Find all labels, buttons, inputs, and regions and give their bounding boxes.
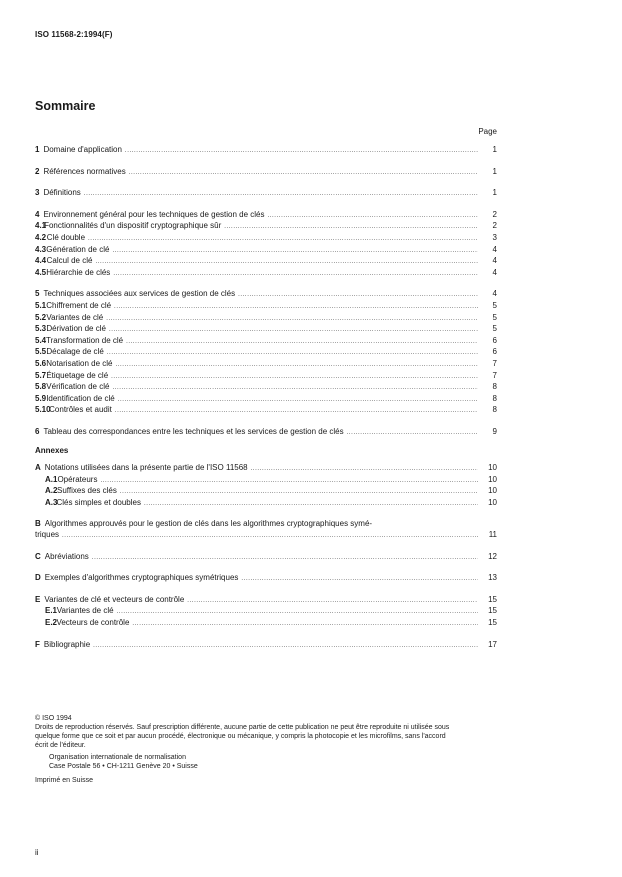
toc-page: 10 xyxy=(488,463,497,473)
toc-page: 7 xyxy=(492,358,497,368)
toc-label: Abréviations xyxy=(44,551,89,561)
dot-leader xyxy=(251,464,478,475)
toc-label: Tableau des correspondances entre les techniques et les services de gestion de clés xyxy=(43,426,344,436)
toc-entry-4-3[interactable] xyxy=(35,245,497,257)
toc-entry-4[interactable] xyxy=(35,210,497,222)
dot-leader xyxy=(120,487,478,498)
toc-page: 2 xyxy=(492,221,497,231)
toc-annex-a[interactable] xyxy=(35,463,497,475)
toc-entry-4-2[interactable] xyxy=(35,233,497,245)
toc-page: 15 xyxy=(488,594,497,604)
toc-entry-5-10[interactable] xyxy=(35,405,497,417)
dot-leader xyxy=(106,314,478,325)
toc-page: 1 xyxy=(492,166,497,176)
toc-entry-4-1[interactable] xyxy=(35,221,497,233)
toc-entry-5-1[interactable] xyxy=(35,301,497,313)
toc-entry-5-6[interactable] xyxy=(35,359,497,371)
toc-page: 1 xyxy=(492,145,497,154)
toc-label: Identification de clé xyxy=(46,393,115,403)
toc-number: 5.3 xyxy=(35,324,47,334)
dot-leader xyxy=(111,372,478,383)
dot-leader xyxy=(92,553,478,564)
toc-number: 4.3 xyxy=(35,244,47,254)
toc-annex-f[interactable] xyxy=(35,640,497,652)
toc-label: Décalage de clé xyxy=(46,347,104,357)
dot-leader xyxy=(114,302,478,313)
toc-page: 3 xyxy=(492,232,497,242)
toc-number: B xyxy=(35,519,41,529)
dot-leader xyxy=(116,360,479,371)
page-column-label: Page xyxy=(478,127,497,136)
copyright-notice xyxy=(35,714,455,785)
toc-page: 6 xyxy=(492,335,497,345)
toc-label-continued: triques xyxy=(35,530,60,540)
toc-label: Notarisation de clé xyxy=(46,358,113,368)
toc-page: 13 xyxy=(488,573,497,583)
toc-annex-a-2[interactable] xyxy=(35,486,497,498)
dot-leader xyxy=(115,406,478,417)
toc-number: A.2 xyxy=(45,486,58,496)
toc-label: Bibliographie xyxy=(43,639,91,649)
dot-leader xyxy=(238,290,478,301)
toc-number: 4.1 xyxy=(35,221,47,231)
dot-leader xyxy=(109,325,478,336)
toc-label: Techniques associées aux services de gestion de clés xyxy=(43,289,236,299)
toc-entry-6[interactable] xyxy=(35,427,497,439)
dot-leader xyxy=(126,337,478,348)
toc-number: 5.10 xyxy=(35,405,51,415)
dot-leader xyxy=(144,499,478,510)
dot-leader xyxy=(132,619,478,630)
printed-in: Imprimé en Suisse xyxy=(35,777,93,784)
toc-number: E.2 xyxy=(45,618,58,627)
toc-number: 5 xyxy=(35,289,40,299)
toc-page: 8 xyxy=(492,405,497,415)
toc-annex-c[interactable] xyxy=(35,552,497,564)
dot-leader xyxy=(224,222,478,233)
toc-number: F xyxy=(35,639,40,649)
toc-number: 5.4 xyxy=(35,335,47,345)
toc-label: Variantes de clé xyxy=(46,312,104,322)
toc-label: Domaine d'application xyxy=(43,145,122,154)
toc-label: Dérivation de clé xyxy=(46,324,106,334)
toc-number: 5.8 xyxy=(35,382,47,392)
toc-annex-a-1[interactable] xyxy=(35,475,497,487)
toc-page: 5 xyxy=(492,312,497,322)
toc-number: 5.6 xyxy=(35,358,47,368)
toc-label: Hiérarchie de clés xyxy=(46,267,111,277)
toc-entry-5-2[interactable] xyxy=(35,313,497,325)
dot-leader xyxy=(93,641,478,652)
toc-page: 7 xyxy=(492,370,497,380)
toc-entry-5-7[interactable] xyxy=(35,371,497,383)
organization-name: Organisation internationale de normalisation xyxy=(49,754,186,761)
toc-page: 4 xyxy=(492,244,497,254)
page-number: ii xyxy=(35,848,39,857)
toc-number: 5.7 xyxy=(35,370,47,380)
toc-label: Transformation de clé xyxy=(46,335,124,345)
dot-leader xyxy=(241,574,478,585)
organization-address: Case Postale 56 • CH-1211 Genève 20 • Suisse xyxy=(49,763,198,770)
dot-leader xyxy=(112,383,478,394)
toc-label: Notations utilisées dans la présente partie de l'ISO 11568 xyxy=(44,463,248,473)
toc-number: 4.5 xyxy=(35,267,47,277)
page-title: Sommaire xyxy=(35,99,96,113)
toc-label: Clé double xyxy=(46,232,86,242)
toc-page: 10 xyxy=(488,486,497,496)
toc-label: Définitions xyxy=(43,188,81,198)
toc-label: Chiffrement de clé xyxy=(46,300,112,310)
toc-number: 3 xyxy=(35,188,40,198)
toc-annex-e-1[interactable] xyxy=(35,606,497,618)
dot-leader xyxy=(107,348,478,359)
toc-number: E xyxy=(35,594,41,604)
toc-page: 11 xyxy=(488,530,497,540)
document-header: ISO 11568-2:1994(F) xyxy=(35,30,113,39)
toc-entry-3[interactable] xyxy=(35,188,497,200)
toc-annex-e[interactable] xyxy=(35,595,497,607)
toc-label: Références normatives xyxy=(43,166,126,176)
toc-label: Vérification de clé xyxy=(46,382,110,392)
dot-leader xyxy=(84,189,478,200)
toc-number: D xyxy=(35,573,41,583)
toc-label: Calcul de clé xyxy=(46,256,93,266)
toc-label: Environnement général pour les techniques de gestion de clés xyxy=(43,209,265,219)
toc-label: Vecteurs de contrôle xyxy=(56,618,130,627)
toc-label: Opérateurs xyxy=(57,474,98,484)
toc-entry-5-8[interactable] xyxy=(35,382,497,394)
toc-page: 10 xyxy=(488,474,497,484)
toc-number: 1 xyxy=(35,145,40,154)
dot-leader xyxy=(88,234,478,245)
toc-entry-5-4[interactable] xyxy=(35,336,497,348)
toc-annex-b[interactable] xyxy=(35,519,497,530)
annexes-heading: Annexes xyxy=(35,446,69,456)
toc-page: 15 xyxy=(488,606,497,616)
toc-label: Variantes de clé et vecteurs de contrôle xyxy=(44,594,185,604)
toc-page: 15 xyxy=(488,618,497,627)
toc-annex-d[interactable] xyxy=(35,573,497,585)
toc-annex-a-3[interactable] xyxy=(35,498,497,510)
toc-number: 6 xyxy=(35,426,40,436)
toc-number: 5.2 xyxy=(35,312,47,322)
toc-page: 9 xyxy=(492,426,497,436)
toc-number: 4.2 xyxy=(35,232,47,242)
toc-number: E.1 xyxy=(45,606,58,616)
toc-number: 2 xyxy=(35,166,40,176)
toc-number: 5.9 xyxy=(35,393,47,403)
toc-page: 1 xyxy=(492,188,497,198)
toc-entry-4-4[interactable] xyxy=(35,256,497,268)
toc-page: 4 xyxy=(492,267,497,277)
toc-label: Exemples d'algorithmes cryptographiques symétriques xyxy=(44,573,239,583)
dot-leader xyxy=(118,395,478,406)
toc-number: C xyxy=(35,551,41,561)
toc-label: Variantes de clé xyxy=(56,606,114,616)
toc-number: A xyxy=(35,463,41,473)
dot-leader xyxy=(100,476,478,487)
dot-leader xyxy=(113,269,478,280)
toc-entry-5-9[interactable] xyxy=(35,394,497,406)
toc-annex-e-2[interactable] xyxy=(35,618,497,630)
toc-page: 4 xyxy=(492,256,497,266)
toc-label: Fonctionnalités d'un dispositif cryptographique sûr xyxy=(44,221,222,231)
toc-label: Contrôles et audit xyxy=(49,405,112,415)
toc-entry-5[interactable] xyxy=(35,289,497,301)
toc-page: 5 xyxy=(492,300,497,310)
toc-number: 5.5 xyxy=(35,347,47,357)
toc-label: Génération de clé xyxy=(46,244,110,254)
dot-leader xyxy=(129,168,478,179)
toc-entry-2[interactable] xyxy=(35,167,497,179)
toc-page: 12 xyxy=(488,551,497,561)
toc-number: 5.1 xyxy=(35,300,47,310)
rights-statement: Droits de reproduction réservés. Sauf prescription différente, aucune partie de cette publication ne peut être reproduite ni utilisée sous quelque forme que ce soit et par aucun procédé, électronique ou mécanique, y compris la photocopie et les microfilms, sans l'accord écrit de l'éditeur. xyxy=(35,724,450,749)
toc-label: Algorithmes approuvés pour le gestion de clés dans les algorithmes cryptographiques symé- xyxy=(44,519,373,529)
toc-page: 10 xyxy=(488,497,497,507)
toc-entry-5-3[interactable] xyxy=(35,324,497,336)
toc-page: 2 xyxy=(492,209,497,219)
toc-label: Suffixes des clés xyxy=(57,486,117,496)
toc-page: 5 xyxy=(492,324,497,334)
dot-leader xyxy=(95,257,478,268)
dot-leader xyxy=(125,146,478,157)
toc-entry-1[interactable] xyxy=(35,145,497,157)
toc-page: 6 xyxy=(492,347,497,357)
dot-leader xyxy=(62,531,478,542)
toc-number: 4.4 xyxy=(35,256,47,266)
toc-number: A.3 xyxy=(45,497,58,507)
dot-leader xyxy=(112,246,478,257)
dot-leader xyxy=(117,607,478,618)
toc-entry-4-5[interactable] xyxy=(35,268,497,280)
dot-leader xyxy=(347,428,478,439)
toc-page: 8 xyxy=(492,393,497,403)
toc-label: Clés simples et doubles xyxy=(56,497,141,507)
toc-number: 4 xyxy=(35,209,40,219)
toc-number: A.1 xyxy=(45,474,58,484)
copyright-line: © ISO 1994 xyxy=(35,715,72,722)
table-of-contents xyxy=(35,145,497,651)
dot-leader xyxy=(267,211,478,222)
toc-annex-b-continued[interactable] xyxy=(35,530,497,542)
toc-page: 4 xyxy=(492,289,497,299)
toc-page: 8 xyxy=(492,382,497,392)
toc-entry-5-5[interactable] xyxy=(35,347,497,359)
dot-leader xyxy=(187,596,478,607)
toc-page: 17 xyxy=(488,639,497,649)
toc-label: Étiquetage de clé xyxy=(46,370,109,380)
